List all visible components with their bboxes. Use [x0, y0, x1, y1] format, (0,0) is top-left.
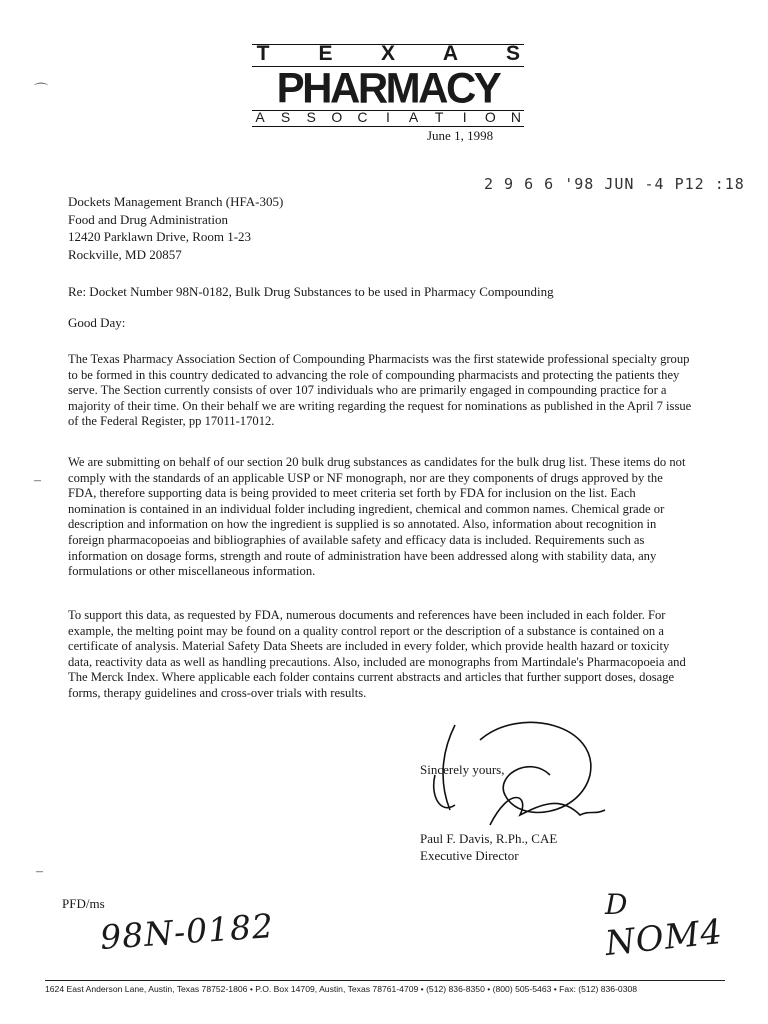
handwritten-code: NOM4 — [603, 911, 725, 965]
address-line: Rockville, MD 20857 — [68, 246, 182, 262]
signer-title: Executive Director — [420, 848, 519, 863]
subject-line: Re: Docket Number 98N-0182, Bulk Drug Substances to be used in Pharmacy Compounding — [68, 284, 554, 299]
footer-rule — [45, 980, 725, 981]
letterhead-texas-letter: A — [442, 42, 459, 65]
letterhead-association — [252, 109, 524, 125]
body-paragraph-3: To support this data, as requested by FDA, numerous documents and references have been included in each folder. For example, the melting point may be found on a quality control report or the description of a substance is contained on a certificate of analysis. Material Safety Data Sheets are included in every folder, which provide health hazard or toxicity data, reactivity data as well as handling precautions. Also, included are monographs from Martindale's Pharmacopoeia and The Merck Index. Where applicable each folder contains current abstracts and articles that further support doses, dosage forms, therapy guidelines and cross-over trials with results. — [68, 608, 686, 700]
letterhead-association-letter: I — [386, 109, 390, 125]
letterhead-texas-letter: X — [380, 42, 395, 65]
body-paragraph-2: We are submitting on behalf of our section 20 bulk drug substances as candidates for the bulk drug list. These items do not comply with the standards of an applicable USP or NF monograph, nor are they components of drugs approved by the FDA, therefore supporting data is being provided to meet criteria set forth by FDA for inclusion on the list. Each nomination is contained in an individual folder including ingredient, chemical and common names. Chemical grade or description and information on how the ingredient is supplied is so annotated. Also, information about recognition in foreign pharmacopoeias and bibliographies of available safety and efficacy data is included. Requirements such as information on dosage forms, strength and route of administration have been addressed along with stability data, any formulations or other miscellaneous information. — [68, 455, 686, 579]
body-paragraph-1: The Texas Pharmacy Association Section of Compounding Pharmacists was the first statewide professional specialty group to be formed in this country dedicated to advancing the role of compounding pharmacists and protecting the patients they serve. The Section currently consists of over 107 individuals who are primarily engaged in compounding practice for a majority of their time. On their behalf we are writing regarding the request for nominations as published in the April 7 issue of the Federal Register, pp 17011-17012. — [68, 352, 692, 429]
scan-mark: – — [36, 864, 43, 879]
letterhead-texas — [252, 42, 524, 66]
received-stamp: 2 9 6 6 '98 JUN -4 P12 :18 — [484, 175, 745, 193]
closing: Sincerely yours, — [420, 762, 505, 777]
scan-mark: ⌒ — [34, 84, 48, 99]
signer-block — [420, 830, 557, 864]
letterhead-pharmacy: PHARMACY — [276, 63, 500, 112]
signer-name: Paul F. Davis, R.Ph., CAE — [420, 831, 558, 846]
letterhead-association-letter: S — [306, 109, 316, 125]
letter-date: June 1, 1998 — [427, 128, 494, 143]
letterhead-association-letter: N — [510, 109, 521, 125]
letterhead-association-letter: A — [255, 109, 265, 125]
letterhead-texas-letter: E — [318, 42, 333, 65]
address-line: 12420 Parklawn Drive, Room 1-23 — [68, 229, 252, 244]
address-line: Dockets Management Branch (HFA-305) — [68, 194, 284, 209]
letterhead-association-letter: T — [434, 109, 444, 125]
letterhead-texas-letter: T — [256, 42, 270, 65]
handwritten-letter: D — [605, 888, 628, 921]
letterhead-association-letter: I — [462, 109, 467, 125]
letterhead-association-letter: S — [280, 109, 291, 125]
recipient-address — [68, 193, 283, 263]
greeting: Good Day: — [68, 315, 126, 330]
letterhead-association-letter: A — [408, 109, 419, 125]
letterhead-bottom-rule — [252, 126, 524, 127]
letterhead-association-letter: O — [331, 109, 343, 125]
letterhead-texas-letter: S — [505, 42, 520, 65]
address-line: Food and Drug Administration — [68, 211, 228, 227]
scan-mark: – — [34, 473, 41, 488]
letterhead-association-letter: C — [357, 109, 368, 125]
handwritten-docket-number: 98N-0182 — [98, 905, 276, 958]
typist-initials: PFD/ms — [62, 896, 105, 911]
letterhead-association-letter: O — [484, 109, 496, 125]
footer-address: 1624 East Anderson Lane, Austin, Texas 78752-1806 • P.O. Box 14709, Austin, Texas 78761-4709 • (512) 836-8350 • (800) 505-5463 • Fax: (512) 836-0308 — [45, 984, 638, 994]
